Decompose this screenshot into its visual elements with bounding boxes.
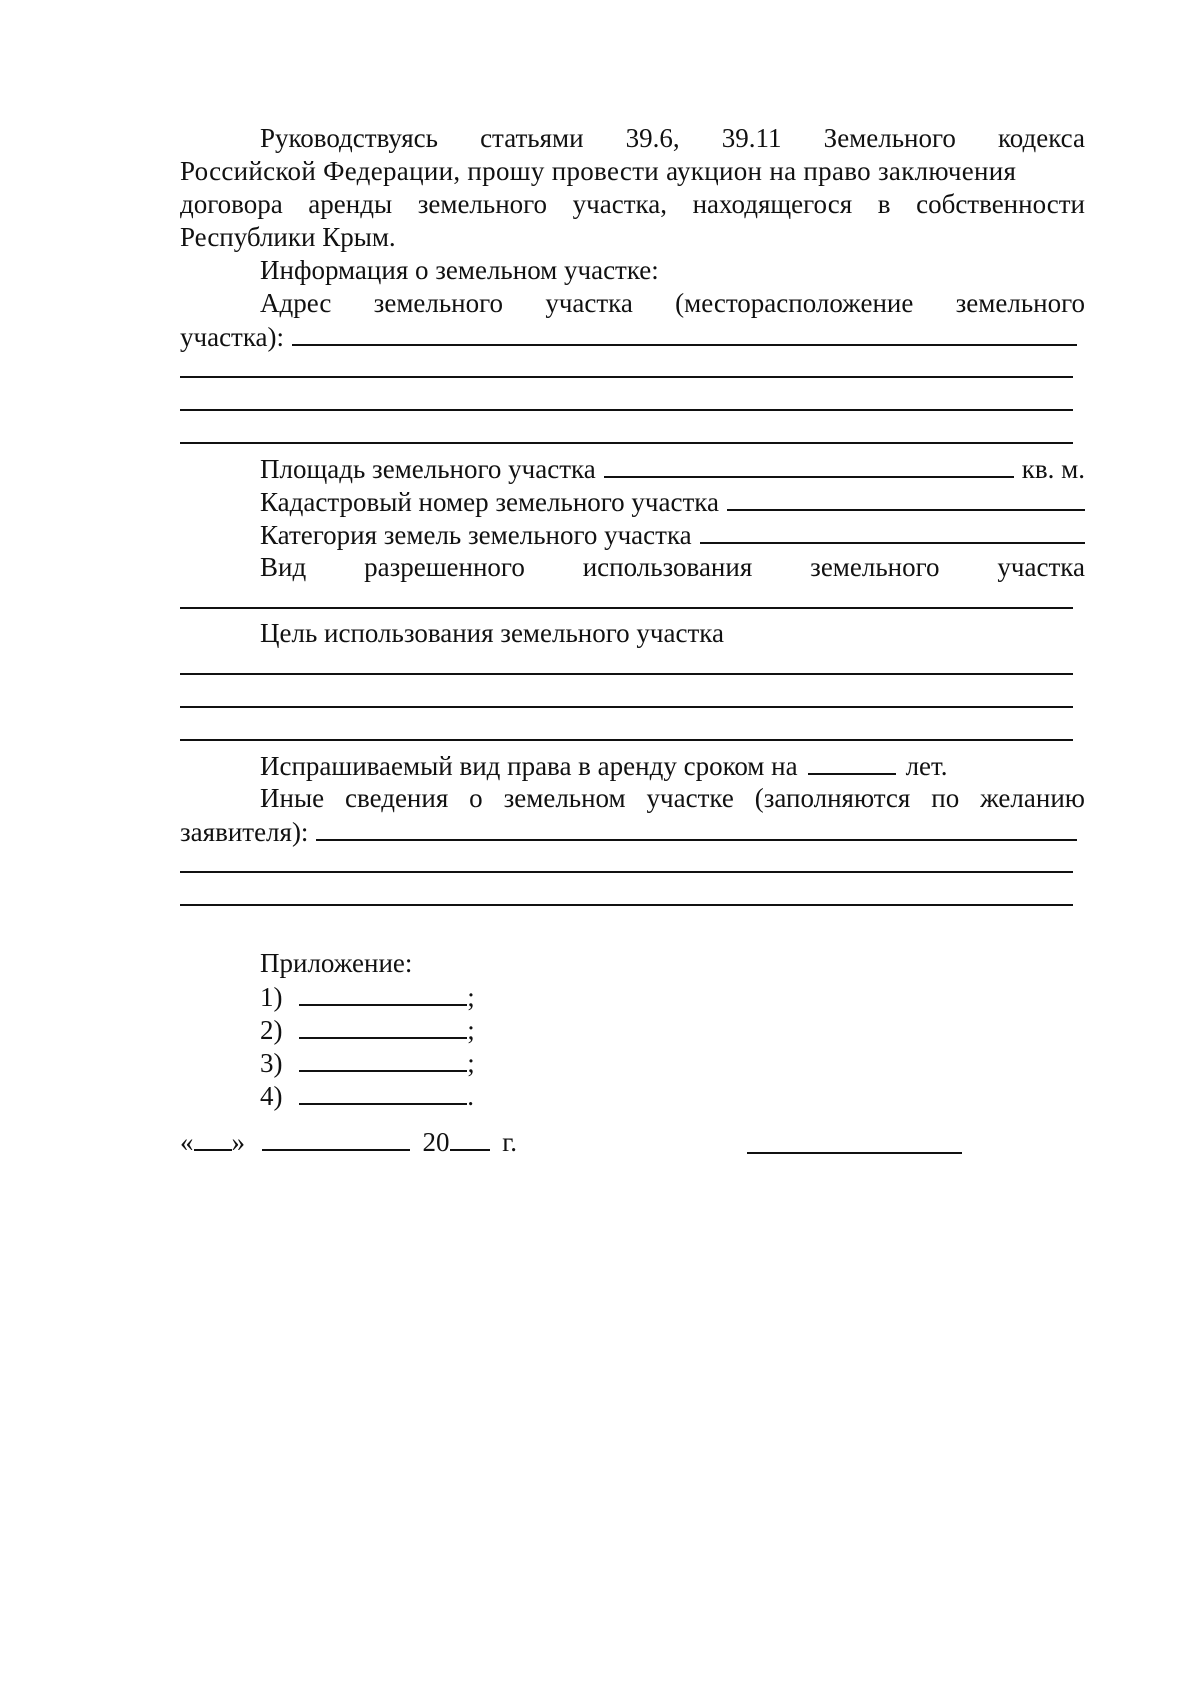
date-day-field[interactable] bbox=[194, 1125, 232, 1151]
purpose-blank-3[interactable] bbox=[180, 716, 1085, 749]
lease-unit: лет. bbox=[905, 751, 948, 781]
cadastral-field[interactable] bbox=[727, 485, 1085, 511]
address-word: земельного bbox=[955, 288, 1085, 318]
intro-word: находящегося bbox=[692, 189, 853, 219]
intro-word: договора bbox=[180, 189, 283, 219]
purpose-label: Цель использования земельного участка bbox=[260, 618, 724, 648]
intro-word: земельного bbox=[417, 189, 548, 219]
section-spacer bbox=[180, 914, 1085, 947]
area-field[interactable] bbox=[604, 452, 1014, 478]
appendix-item-end: ; bbox=[467, 982, 475, 1012]
appendix-item-2 bbox=[180, 1013, 1085, 1046]
intro-word: Руководствуясь bbox=[260, 123, 438, 153]
appendix-item-field[interactable] bbox=[299, 1079, 467, 1105]
appendix-item-3 bbox=[180, 1046, 1085, 1079]
category-field[interactable] bbox=[700, 518, 1085, 544]
date-year-prefix: 20 bbox=[422, 1127, 450, 1157]
intro-word: собственности bbox=[916, 189, 1085, 219]
address-field[interactable] bbox=[292, 320, 1077, 346]
appendix-item-4 bbox=[180, 1079, 1085, 1112]
category-label: Категория земель земельного участка bbox=[260, 520, 692, 550]
appendix-item-number: 3) bbox=[260, 1048, 283, 1078]
intro-line-3 bbox=[180, 188, 1085, 221]
address-word: участка bbox=[545, 288, 633, 318]
address-label: участка): bbox=[180, 322, 285, 352]
permitted-use-word: земельного bbox=[810, 552, 940, 582]
area-label: Площадь земельного участка bbox=[260, 454, 596, 484]
permitted-use-word: разрешенного bbox=[364, 552, 525, 582]
appendix-item-end: ; bbox=[467, 1048, 475, 1078]
other-word: желанию bbox=[980, 783, 1085, 813]
intro-word: участка, bbox=[572, 189, 667, 219]
other-word: о bbox=[469, 783, 483, 813]
date-month-field[interactable] bbox=[262, 1125, 410, 1151]
date-open-quote: « bbox=[180, 1127, 194, 1157]
date-signature-row bbox=[180, 1122, 1085, 1162]
other-blank-1[interactable] bbox=[180, 848, 1085, 881]
address-blank-3[interactable] bbox=[180, 419, 1085, 452]
address-line-2 bbox=[180, 320, 1085, 353]
appendix-item-number: 2) bbox=[260, 1015, 283, 1045]
category-line bbox=[180, 518, 1085, 551]
intro-word: 39.11 bbox=[721, 123, 782, 153]
purpose-blank-2[interactable] bbox=[180, 683, 1085, 716]
appendix-item-field[interactable] bbox=[299, 1046, 467, 1072]
intro-word: статьями bbox=[480, 123, 584, 153]
intro-word: кодекса bbox=[998, 123, 1085, 153]
appendix-item-field[interactable] bbox=[299, 980, 467, 1006]
date-year-suffix: г. bbox=[502, 1127, 518, 1157]
address-line-1 bbox=[180, 287, 1085, 320]
intro-line-1 bbox=[180, 122, 1085, 155]
permitted-use-line bbox=[180, 551, 1085, 584]
other-word: по bbox=[931, 783, 960, 813]
other-line-1 bbox=[180, 782, 1085, 815]
other-label: заявителя): bbox=[180, 817, 309, 847]
appendix-heading: Приложение: bbox=[260, 948, 413, 978]
other-word: участке bbox=[646, 783, 734, 813]
info-heading: Информация о земельном участке: bbox=[260, 255, 659, 285]
appendix-item-number: 1) bbox=[260, 982, 283, 1012]
intro-word: в bbox=[877, 189, 891, 219]
other-field[interactable] bbox=[316, 815, 1077, 841]
intro-line-4: Республики Крым. bbox=[180, 222, 396, 252]
permitted-use-word: использования bbox=[582, 552, 753, 582]
cadastral-label: Кадастровый номер земельного участка bbox=[260, 487, 719, 517]
signature-field[interactable] bbox=[747, 1152, 962, 1154]
cadastral-line bbox=[180, 485, 1085, 518]
appendix-item-field[interactable] bbox=[299, 1013, 467, 1039]
purpose-blank-1[interactable] bbox=[180, 650, 1085, 683]
other-line-2 bbox=[180, 815, 1085, 848]
other-word: Иные bbox=[260, 783, 325, 813]
intro-line-2: Российской Федерации, прошу провести аукцион на право заключения bbox=[180, 156, 1017, 186]
area-unit: кв. м. bbox=[1021, 454, 1085, 484]
address-blank-1[interactable] bbox=[180, 353, 1085, 386]
lease-term-field[interactable] bbox=[808, 749, 896, 775]
other-word: сведения bbox=[345, 783, 449, 813]
permitted-use-blank[interactable] bbox=[180, 584, 1085, 617]
address-word: (месторасположение bbox=[675, 288, 914, 318]
intro-word: 39.6, bbox=[625, 123, 680, 153]
permitted-use-word: участка bbox=[997, 552, 1085, 582]
other-word: (заполняются bbox=[754, 783, 911, 813]
lease-label: Испрашиваемый вид права в аренду сроком на bbox=[260, 751, 798, 781]
appendix-item-number: 4) bbox=[260, 1081, 283, 1111]
address-blank-2[interactable] bbox=[180, 386, 1085, 419]
date-close-quote: » bbox=[231, 1127, 245, 1157]
area-line bbox=[180, 452, 1085, 485]
appendix-item-end: ; bbox=[467, 1015, 475, 1045]
other-word: земельном bbox=[503, 783, 626, 813]
lease-line bbox=[180, 749, 1085, 782]
appendix-item-1 bbox=[180, 980, 1085, 1013]
address-word: земельного bbox=[373, 288, 504, 318]
intro-word: Земельного bbox=[823, 123, 956, 153]
appendix-item-end: . bbox=[467, 1081, 474, 1111]
permitted-use-word: Вид bbox=[260, 552, 307, 582]
other-blank-2[interactable] bbox=[180, 881, 1085, 914]
intro-word: аренды bbox=[308, 189, 393, 219]
application-form bbox=[180, 122, 1085, 1162]
date-year-field[interactable] bbox=[450, 1125, 490, 1151]
address-word: Адрес bbox=[260, 288, 332, 318]
